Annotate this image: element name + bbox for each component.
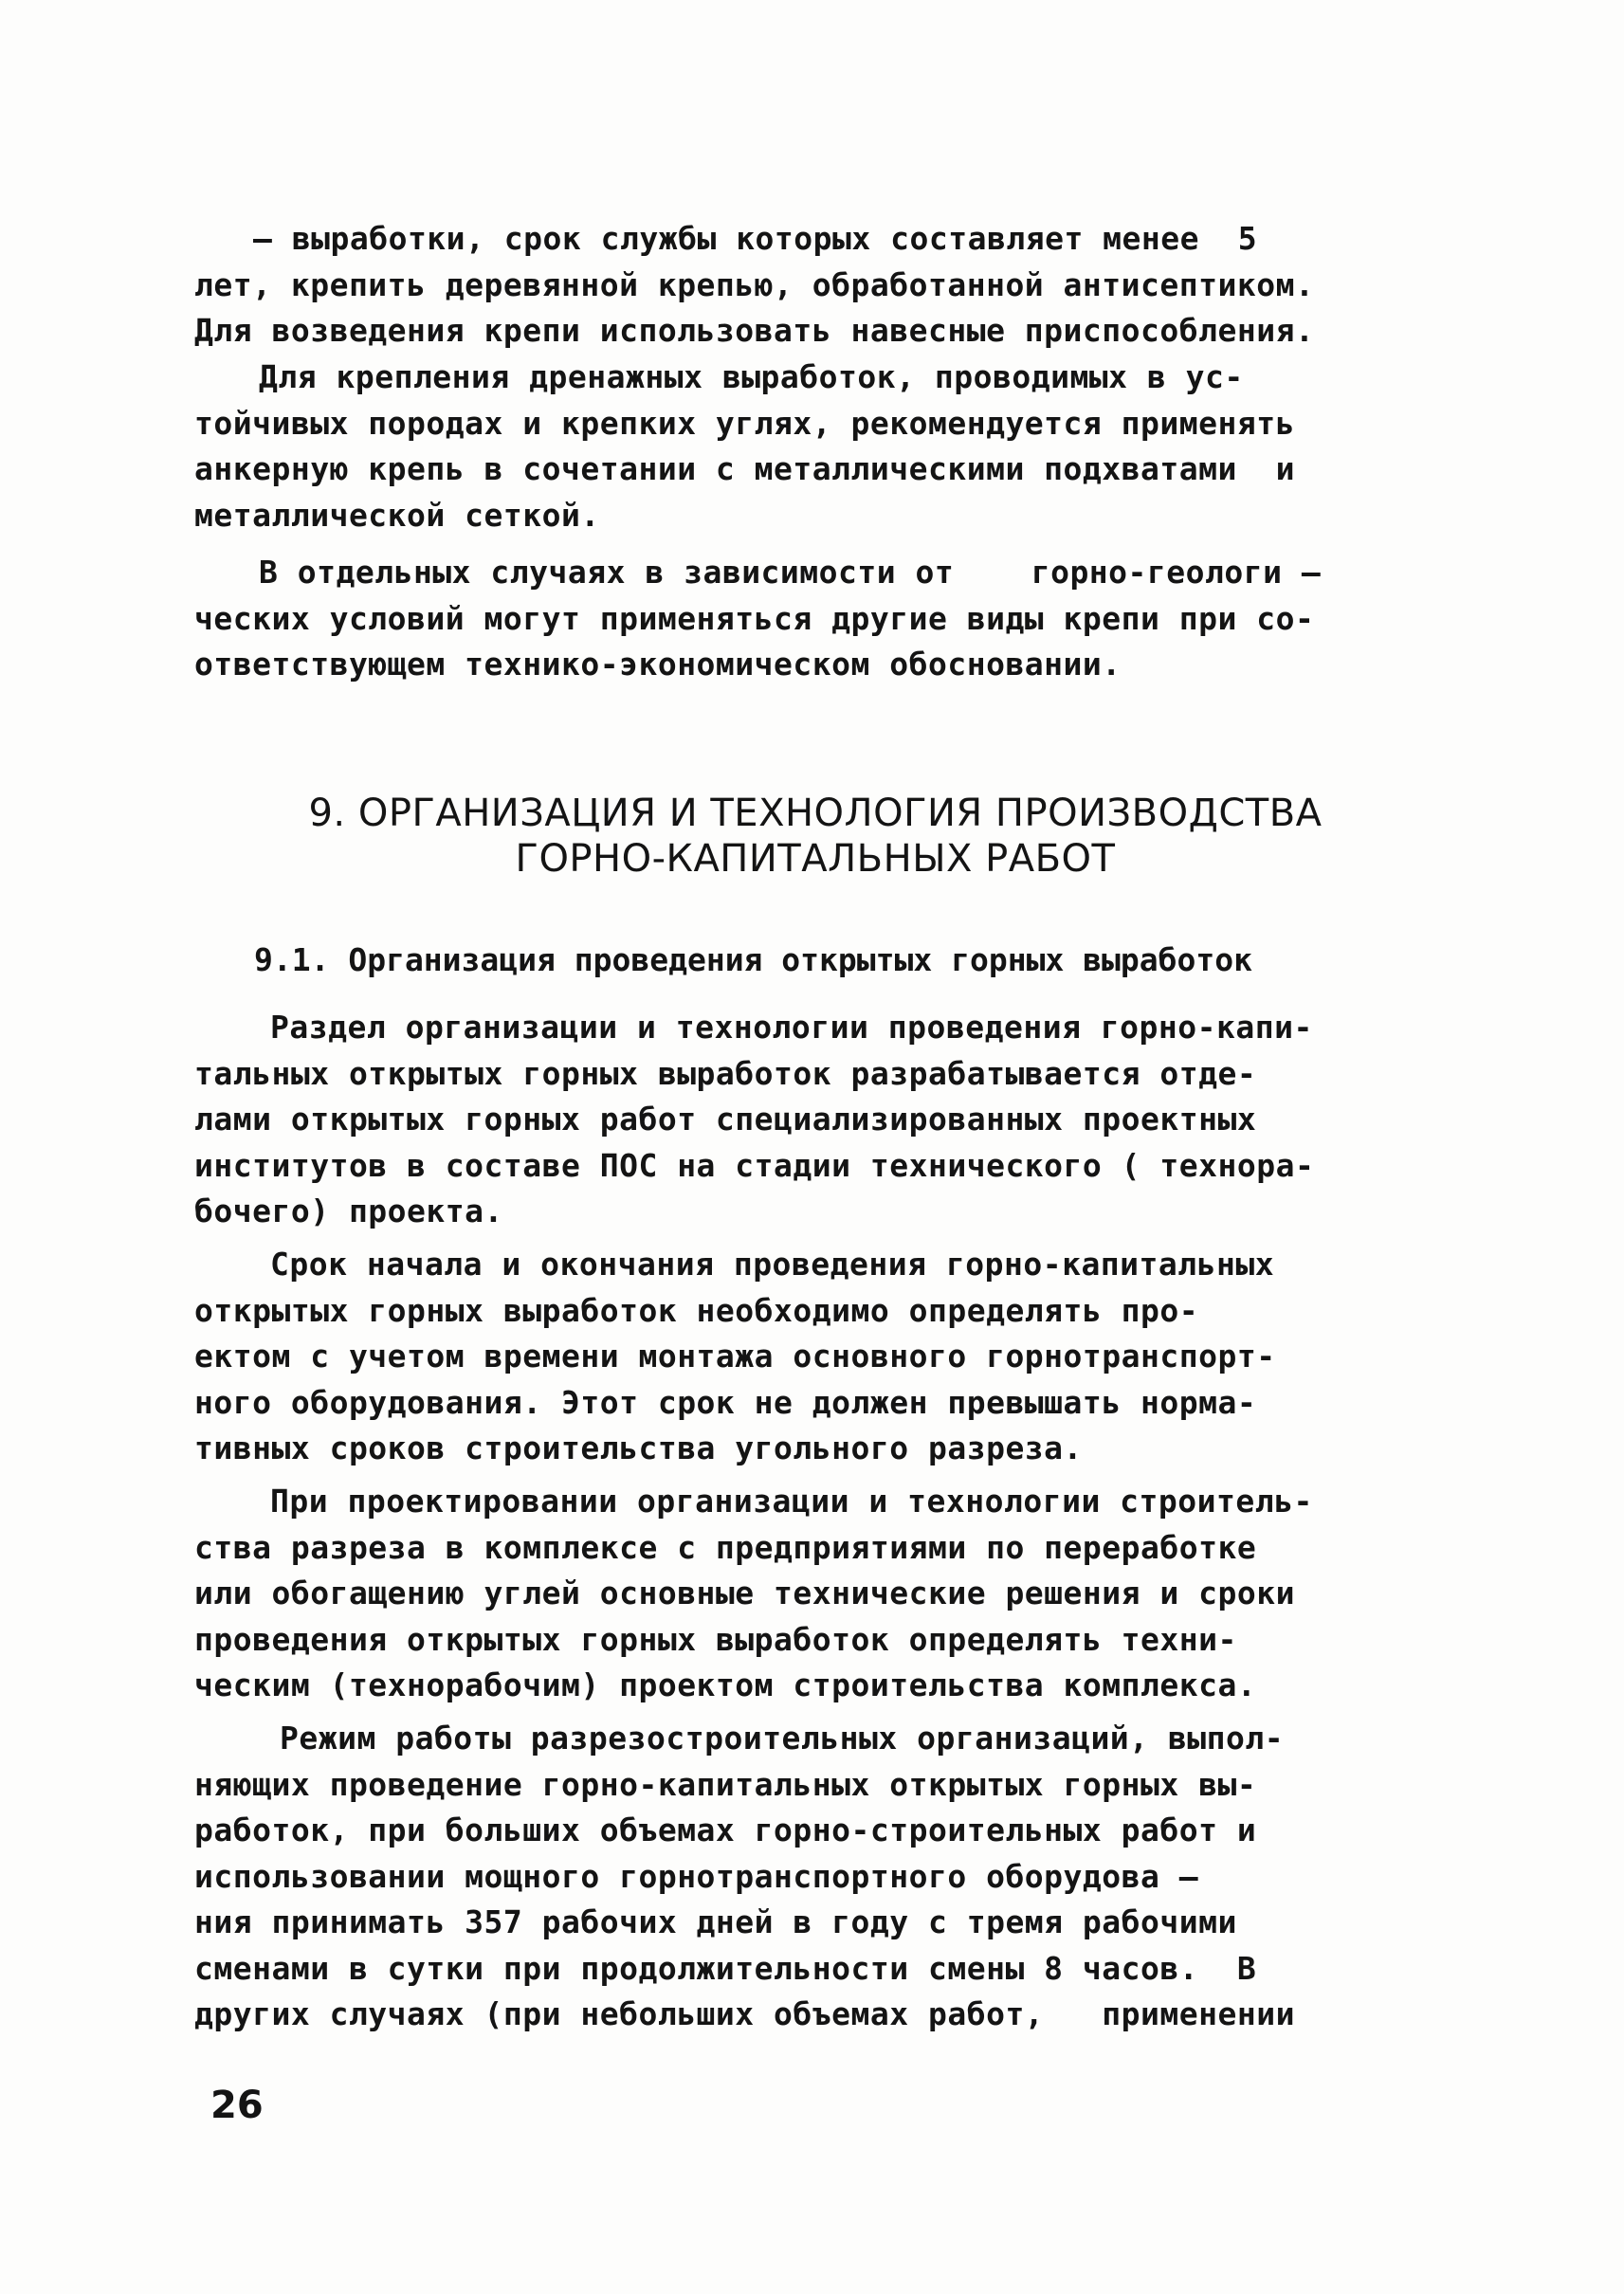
text-line: При проектировании организации и технологии строитель- bbox=[270, 1483, 1313, 1520]
paragraph-3 bbox=[194, 550, 1436, 688]
text-line: Режим работы разрезостроительных организаций, выпол- bbox=[280, 1720, 1285, 1757]
text-line: ответствующем технико-экономическом обосновании. bbox=[194, 646, 1122, 683]
section-heading-line-1: 9. ОРГАНИЗАЦИЯ И ТЕХНОЛОГИЯ ПРОИЗВОДСТВА bbox=[308, 792, 1323, 835]
text-line: тивных сроков строительства угольного разреза. bbox=[194, 1429, 1083, 1466]
text-line: ческих условий могут применяться другие виды крепи при со- bbox=[194, 599, 1315, 637]
text-line: ческим (технорабочим) проектом строительства комплекса. bbox=[194, 1666, 1257, 1703]
text-line: сменами в сутки при продолжительности смены 8 часов. В bbox=[194, 1949, 1257, 1987]
text-line: Для крепления дренажных выработок, проводимых в ус- bbox=[259, 358, 1244, 395]
text-line: институтов в составе ПОС на стадии технического ( технора- bbox=[194, 1146, 1315, 1184]
text-line: ектом с учетом времени монтажа основного горнотранспорт- bbox=[194, 1338, 1276, 1375]
text-line: лет, крепить деревянной крепью, обработанной антисептиком. bbox=[194, 265, 1315, 303]
text-line: лами открытых горных работ специализированных проектных bbox=[194, 1101, 1257, 1138]
text-line: Раздел организации и технологии проведения горно-капи- bbox=[270, 1009, 1313, 1046]
body-paragraph-2 bbox=[194, 1242, 1436, 1472]
paragraph-1 bbox=[194, 216, 1436, 355]
text-line: анкерную крепь в сочетании с металлическими подхватами и bbox=[194, 450, 1295, 487]
text-line: других случаях (при небольших объемах работ, применении bbox=[194, 1995, 1295, 2032]
section-heading-line-2: ГОРНО-КАПИТАЛЬНЫХ РАБОТ bbox=[515, 837, 1116, 881]
text-line: няющих проведение горно-капитальных открытых горных вы- bbox=[194, 1765, 1257, 1803]
text-line: ного оборудования. Этот срок не должен превышать норма- bbox=[194, 1383, 1257, 1421]
text-line: В отдельных случаях в зависимости от горно-геологи – bbox=[259, 554, 1322, 591]
text-line: ния принимать 357 рабочих дней в году с тремя рабочими bbox=[194, 1903, 1237, 1940]
text-line: использовании мощного горнотранспортного оборудова – bbox=[194, 1857, 1199, 1895]
subsection-heading: 9.1. Организация проведения открытых горных выработок bbox=[254, 941, 1252, 978]
paragraph-2 bbox=[194, 355, 1436, 538]
text-line: ства разреза в комплексе с предприятиями по переработке bbox=[194, 1528, 1257, 1566]
section-heading bbox=[194, 791, 1436, 882]
text-line: тальных открытых горных выработок разрабатывается отде- bbox=[194, 1054, 1257, 1092]
text-line: – выработки, срок службы которых составляет менее 5 bbox=[253, 220, 1258, 257]
text-line: Для возведения крепи использовать навесные приспособления. bbox=[194, 312, 1315, 349]
text-line: бочего) проекта. bbox=[194, 1193, 503, 1229]
text-line: тойчивых породах и крепких углях, рекомендуется применять bbox=[194, 404, 1295, 442]
body-paragraph-1 bbox=[194, 1005, 1436, 1235]
text-line: проведения открытых горных выработок определять техни- bbox=[194, 1620, 1237, 1658]
body-paragraph-3 bbox=[194, 1479, 1436, 1709]
page-number: 26 bbox=[210, 2084, 264, 2127]
text-line: открытых горных выработок необходимо определять про- bbox=[194, 1291, 1199, 1329]
text-line: или обогащению углей основные технические решения и сроки bbox=[194, 1575, 1295, 1611]
body-paragraph-4 bbox=[194, 1716, 1436, 2038]
text-line: работок, при больших объемах горно-строительных работ и bbox=[194, 1812, 1257, 1848]
text-line: Срок начала и окончания проведения горно-капитальных bbox=[270, 1246, 1275, 1283]
text-line: металлической сеткой. bbox=[194, 496, 600, 534]
